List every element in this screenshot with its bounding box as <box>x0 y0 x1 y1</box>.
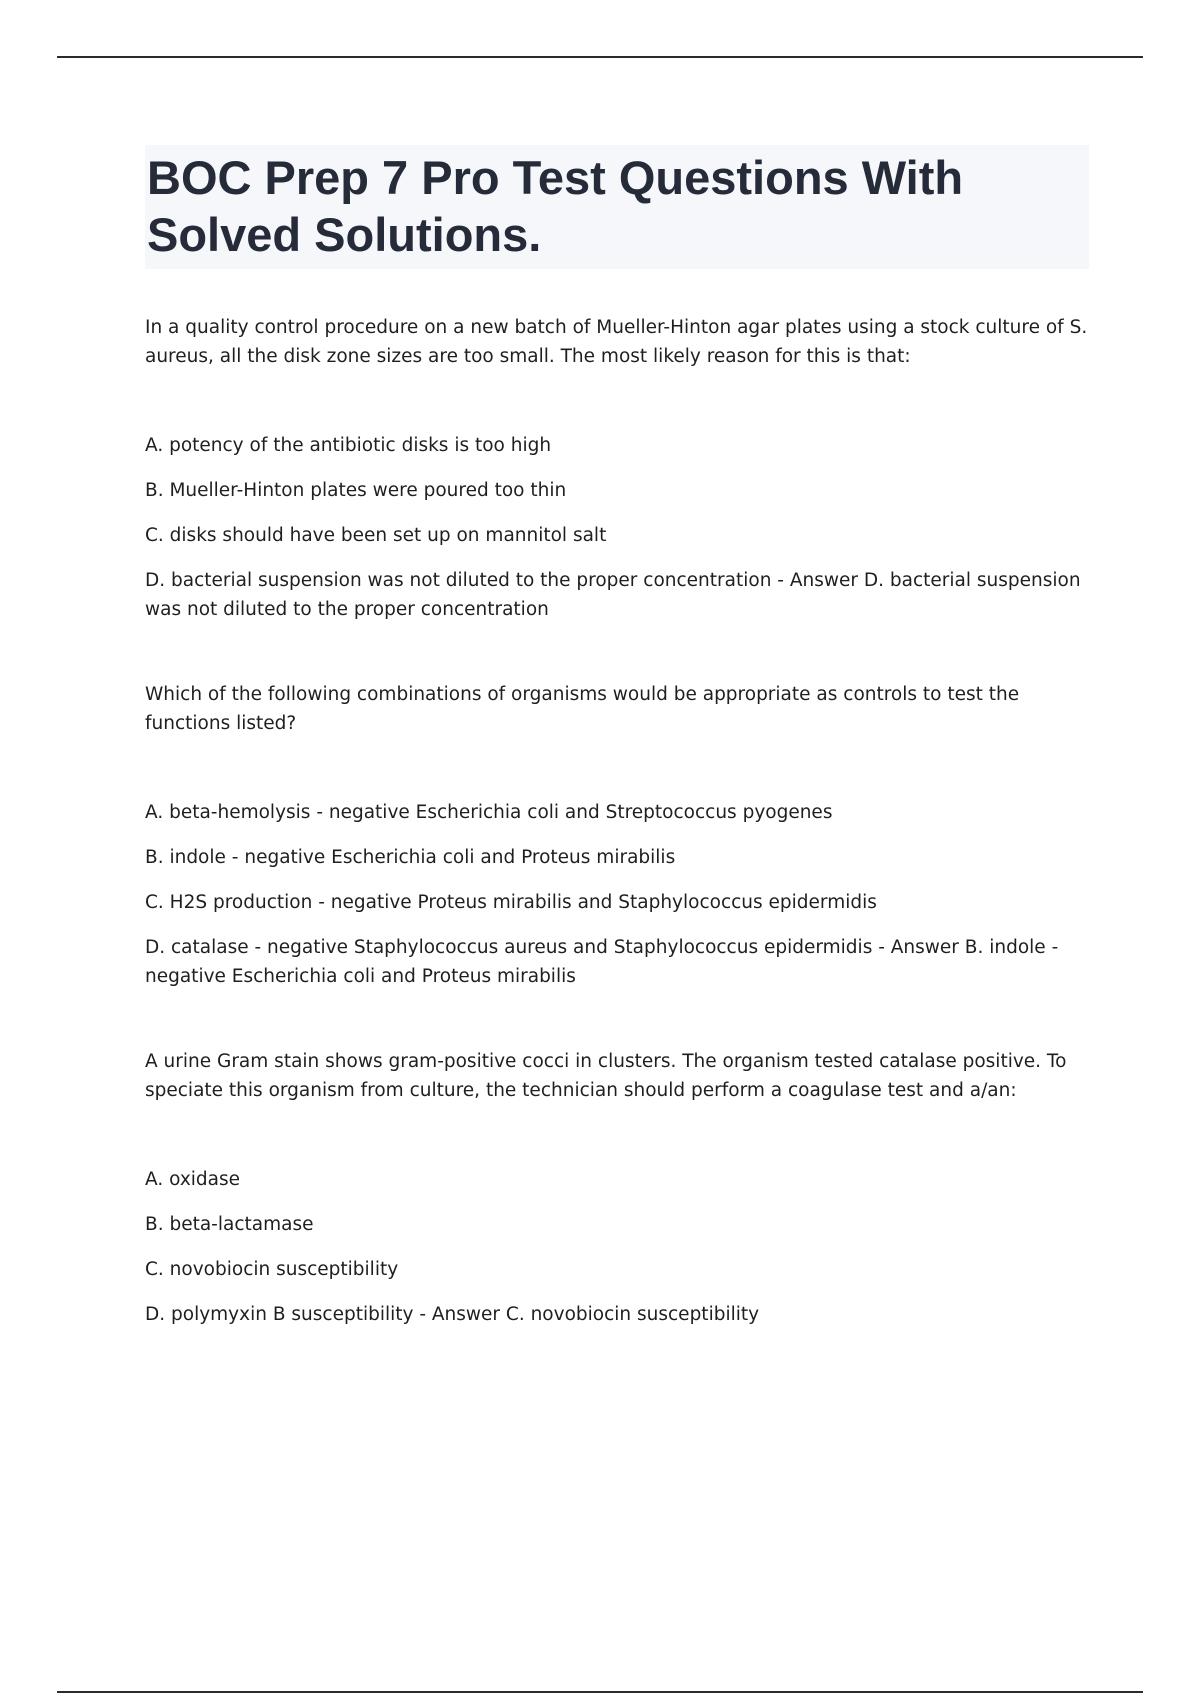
document-title: BOC Prep 7 Pro Test Questions With Solved Solutions. <box>147 151 964 261</box>
option-b: B. beta-lactamase <box>145 1214 314 1235</box>
question-3 <box>145 1047 1089 1329</box>
option-c: C. novobiocin susceptibility <box>145 1259 399 1280</box>
option-c: C. H2S production - negative Proteus mirabilis and Staphylococcus epidermidis <box>145 892 877 913</box>
option-d-with-answer: D. catalase - negative Staphylococcus aureus and Staphylococcus epidermidis - Answer B. indole - negative Escherichia coli and Proteus mirabilis <box>145 937 1059 987</box>
document-body <box>145 145 1089 1385</box>
option-a: A. potency of the antibiotic disks is too high <box>145 435 552 456</box>
top-divider <box>57 56 1143 58</box>
question-stem: Which of the following combinations of organisms would be appropriate as controls to test the functions listed? <box>145 684 1020 734</box>
title-banner <box>145 145 1089 269</box>
option-list <box>145 431 1089 624</box>
question-stem: In a quality control procedure on a new batch of Mueller-Hinton agar plates using a stock culture of S. aureus, all the disk zone sizes are too small. The most likely reason for this is that: <box>145 317 1088 367</box>
question-stem: A urine Gram stain shows gram-positive cocci in clusters. The organism tested catalase positive. To speciate this organism from culture, the technician should perform a coagulase test and a/an: <box>145 1051 1067 1101</box>
question-1 <box>145 313 1089 624</box>
option-b: B. Mueller-Hinton plates were poured too thin <box>145 480 567 501</box>
option-d-with-answer: D. bacterial suspension was not diluted to the proper concentration - Answer D. bacterial suspension was not diluted to the proper concentration <box>145 570 1081 620</box>
option-list <box>145 798 1089 991</box>
option-a: A. oxidase <box>145 1169 241 1190</box>
question-2 <box>145 680 1089 991</box>
option-a: A. beta-hemolysis - negative Escherichia coli and Streptococcus pyogenes <box>145 802 833 823</box>
option-c: C. disks should have been set up on mannitol salt <box>145 525 607 546</box>
option-b: B. indole - negative Escherichia coli and Proteus mirabilis <box>145 847 676 868</box>
bottom-divider <box>57 1691 1143 1693</box>
option-list <box>145 1165 1089 1329</box>
option-d-with-answer: D. polymyxin B susceptibility - Answer C. novobiocin susceptibility <box>145 1304 760 1325</box>
